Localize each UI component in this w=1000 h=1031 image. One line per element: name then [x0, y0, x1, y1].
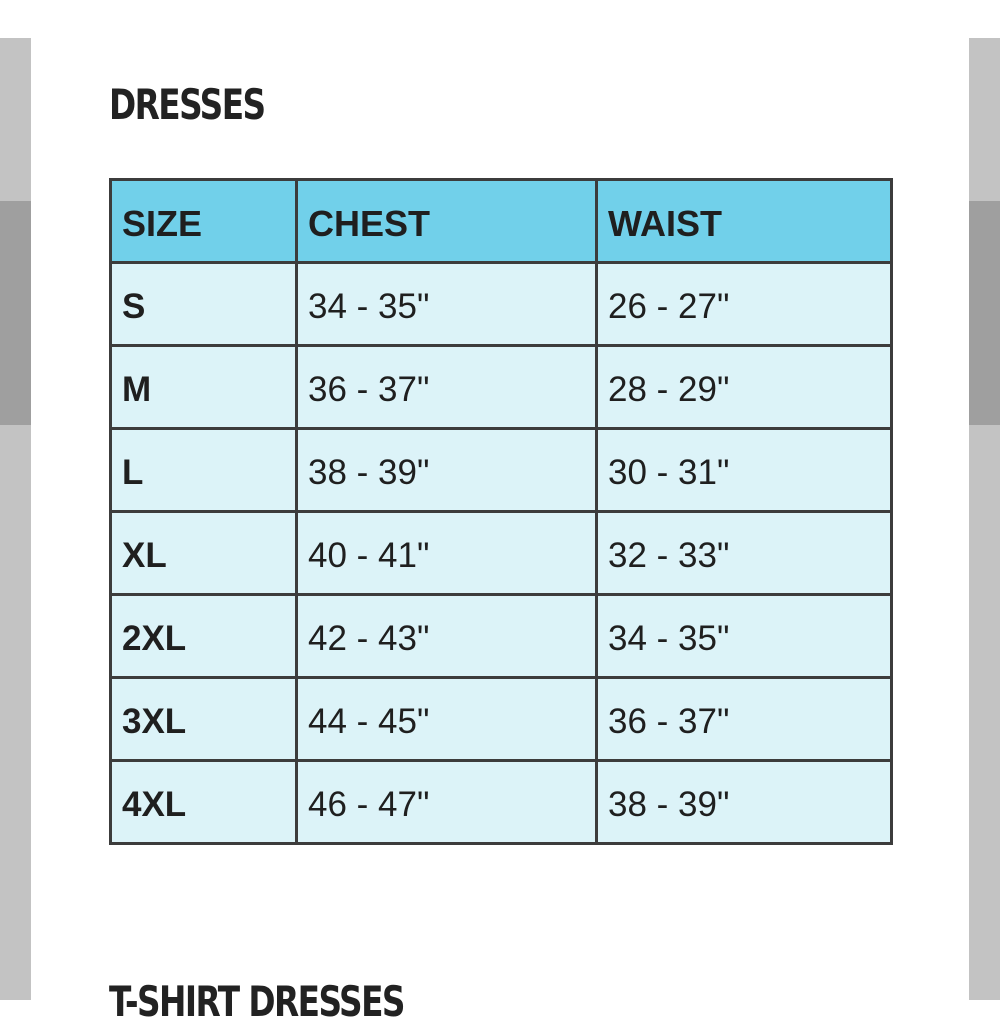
chest-cell: 34 - 35"	[297, 263, 597, 346]
table-row	[111, 595, 892, 678]
chest-cell: 44 - 45"	[297, 678, 597, 761]
header-waist: WAIST	[597, 180, 892, 263]
left-page-edge	[0, 38, 31, 1000]
size-cell: 3XL	[111, 678, 297, 761]
size-cell: XL	[111, 512, 297, 595]
size-cell: M	[111, 346, 297, 429]
size-cell: 2XL	[111, 595, 297, 678]
right-page-edge	[969, 38, 1000, 1000]
table-row	[111, 429, 892, 512]
waist-cell: 28 - 29"	[597, 346, 892, 429]
table-header-row	[111, 180, 892, 263]
waist-cell: 32 - 33"	[597, 512, 892, 595]
table-row	[111, 346, 892, 429]
right-page-edge-shade	[969, 201, 1000, 425]
size-guide-content	[31, 38, 969, 1026]
chest-cell: 36 - 37"	[297, 346, 597, 429]
table-row	[111, 678, 892, 761]
size-chart-table	[109, 178, 893, 845]
chest-cell: 40 - 41"	[297, 512, 597, 595]
table-row	[111, 263, 892, 346]
next-section-title: T-SHIRT DRESSES	[109, 977, 404, 1026]
header-size: SIZE	[111, 180, 297, 263]
left-page-edge-shade	[0, 201, 31, 425]
waist-cell: 30 - 31"	[597, 429, 892, 512]
chest-cell: 42 - 43"	[297, 595, 597, 678]
header-chest: CHEST	[297, 180, 597, 263]
size-cell: 4XL	[111, 761, 297, 844]
size-cell: L	[111, 429, 297, 512]
waist-cell: 36 - 37"	[597, 678, 892, 761]
section-title: DRESSES	[109, 80, 265, 129]
waist-cell: 26 - 27"	[597, 263, 892, 346]
chest-cell: 38 - 39"	[297, 429, 597, 512]
table-row	[111, 512, 892, 595]
size-cell: S	[111, 263, 297, 346]
table-row	[111, 761, 892, 844]
waist-cell: 38 - 39"	[597, 761, 892, 844]
chest-cell: 46 - 47"	[297, 761, 597, 844]
waist-cell: 34 - 35"	[597, 595, 892, 678]
